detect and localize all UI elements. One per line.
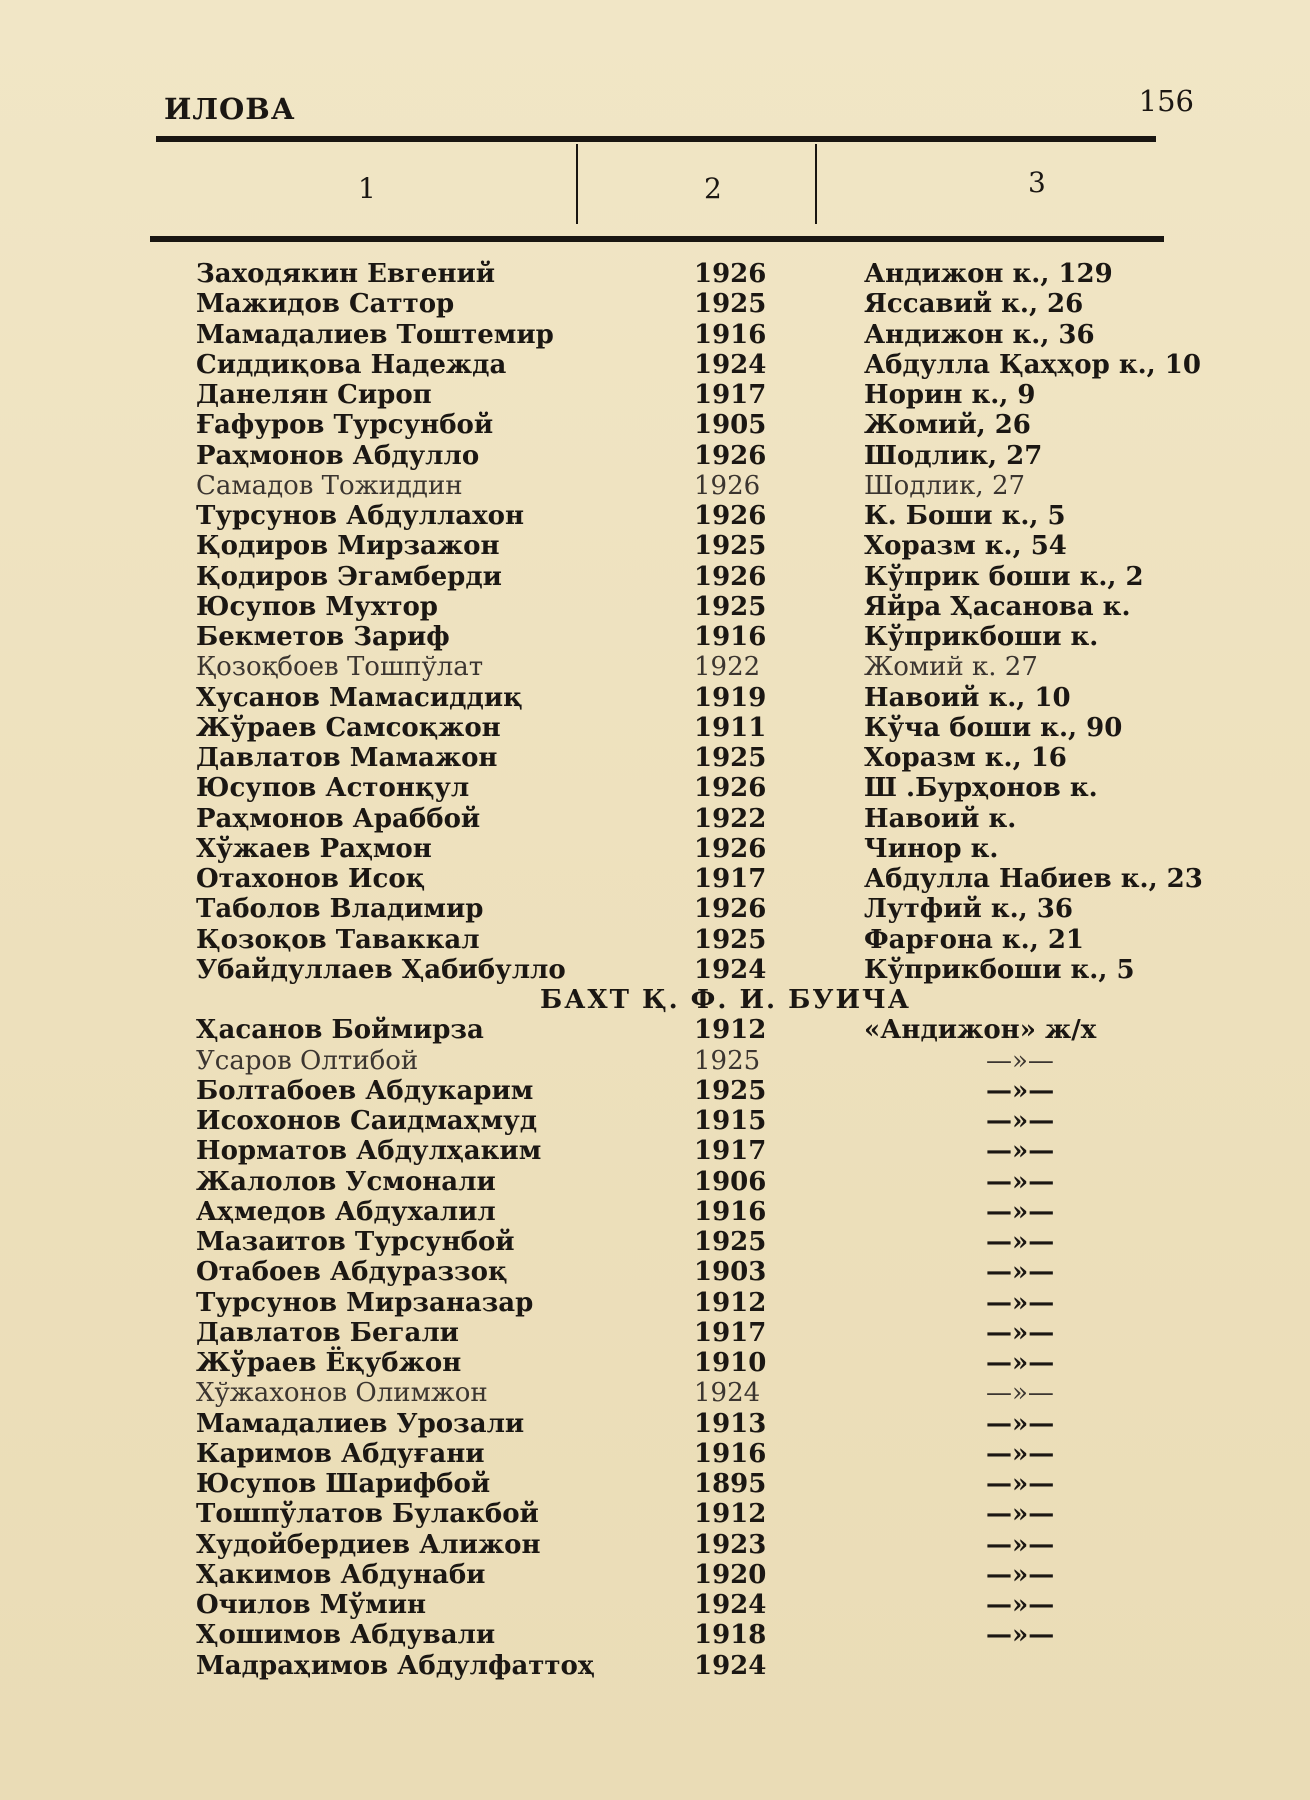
table-row xyxy=(0,1015,1310,1045)
person-name: Юсупов Астонқул xyxy=(196,773,470,804)
table-row xyxy=(0,441,1310,471)
address: —»— xyxy=(986,1590,1055,1620)
person-name: Юсупов Шарифбой xyxy=(196,1469,491,1499)
birth-year: 1918 xyxy=(694,1620,767,1651)
address: —»— xyxy=(986,1408,1055,1439)
address: —»— xyxy=(986,1559,1055,1590)
person-name: Юсупов Мухтор xyxy=(196,591,438,622)
birth-year: 1922 xyxy=(694,652,761,683)
running-title: ИЛОВА xyxy=(164,92,296,126)
address: Шодлик, 27 xyxy=(864,470,1026,501)
birth-year: 1905 xyxy=(694,410,767,441)
table-row xyxy=(0,1318,1310,1348)
address: —»— xyxy=(986,1378,1054,1409)
address: Хоразм к., 54 xyxy=(864,531,1067,562)
address: «Андижон» ж/х xyxy=(864,1015,1097,1046)
table-row xyxy=(0,683,1310,713)
address: —»— xyxy=(986,1045,1054,1076)
table-row xyxy=(0,1197,1310,1227)
table-row xyxy=(0,1136,1310,1166)
address: К. Боши к., 5 xyxy=(864,501,1066,531)
address: —»— xyxy=(986,1438,1055,1469)
table-row xyxy=(0,1620,1310,1650)
table-row xyxy=(0,804,1310,834)
table-row xyxy=(0,834,1310,864)
table-row xyxy=(0,592,1310,622)
birth-year: 1926 xyxy=(694,440,767,471)
column-header-2: 2 xyxy=(704,172,722,205)
address: —»— xyxy=(986,1166,1055,1197)
birth-year: 1903 xyxy=(694,1257,767,1288)
table-row xyxy=(0,531,1310,561)
section-heading: БАХТ Қ. Ф. И. БУИЧА xyxy=(540,985,911,1015)
address: —»— xyxy=(986,1287,1055,1318)
birth-year: 1895 xyxy=(694,1469,767,1499)
address: Абдулла Набиев к., 23 xyxy=(864,864,1203,894)
person-name: Жўраев Самсоқжон xyxy=(196,712,501,743)
person-name: Данелян Сироп xyxy=(196,380,432,410)
table-row xyxy=(0,1439,1310,1469)
birth-year: 1906 xyxy=(694,1166,767,1197)
address: —»— xyxy=(986,1075,1055,1106)
address: Кўприкбоши к., 5 xyxy=(864,954,1135,985)
birth-year: 1915 xyxy=(694,1106,767,1136)
address: Норин к., 9 xyxy=(864,380,1036,410)
birth-year: 1920 xyxy=(694,1559,767,1590)
column-divider xyxy=(815,144,817,224)
address: Фарғона к., 21 xyxy=(864,924,1085,955)
birth-year: 1916 xyxy=(694,1196,767,1227)
person-name: Қодиров Эгамберди xyxy=(196,561,502,592)
person-name: Норматов Абдулҳаким xyxy=(196,1136,542,1167)
table-row xyxy=(0,1469,1310,1499)
person-name: Ҳасанов Боймирза xyxy=(196,1015,484,1046)
person-name: Ғафуров Турсунбой xyxy=(196,410,494,441)
person-name: Мажидов Саттор xyxy=(196,289,455,320)
birth-year: 1917 xyxy=(694,1136,767,1167)
person-name: Самадов Тожиддин xyxy=(196,470,463,501)
table-row xyxy=(0,1227,1310,1257)
person-name: Хўжахонов Олимжон xyxy=(196,1378,488,1409)
person-name: Жўраев Ёқубжон xyxy=(196,1348,462,1378)
birth-year: 1912 xyxy=(694,1287,767,1318)
person-name: Турсунов Абдуллахон xyxy=(196,501,525,531)
table-row xyxy=(0,652,1310,682)
person-name: Раҳмонов Абдулло xyxy=(196,440,480,471)
person-name: Тошпўлатов Булакбой xyxy=(196,1499,539,1530)
address: —»— xyxy=(986,1469,1055,1499)
table-row xyxy=(0,1348,1310,1378)
table-row xyxy=(0,925,1310,955)
person-name: Очилов Мўмин xyxy=(196,1590,427,1620)
table-row xyxy=(0,1499,1310,1529)
address: —»— xyxy=(986,1620,1055,1651)
table-row xyxy=(0,1076,1310,1106)
person-name: Болтабоев Абдукарим xyxy=(196,1075,534,1106)
birth-year: 1923 xyxy=(694,1529,767,1560)
address: —»— xyxy=(986,1348,1055,1378)
table-row xyxy=(0,1651,1310,1681)
address: Жомий, 26 xyxy=(864,410,1031,441)
address: —»— xyxy=(986,1529,1055,1560)
address: Кўприкбоши к. xyxy=(864,622,1099,652)
birth-year: 1926 xyxy=(694,561,767,592)
table-row xyxy=(0,320,1310,350)
birth-year: 1916 xyxy=(694,1438,767,1469)
address: Абдулла Қаҳҳор к., 10 xyxy=(864,349,1201,380)
table-row xyxy=(0,1530,1310,1560)
page-number: 156 xyxy=(1138,84,1194,118)
table-row xyxy=(0,1560,1310,1590)
birth-year: 1925 xyxy=(694,1075,767,1106)
table-row xyxy=(0,1046,1310,1076)
column-header-1: 1 xyxy=(358,172,376,205)
person-name: Мазаитов Турсунбой xyxy=(196,1227,515,1257)
table-row xyxy=(0,894,1310,924)
address: Ш .Бурҳонов к. xyxy=(864,773,1098,804)
table-row xyxy=(0,1167,1310,1197)
table-row xyxy=(0,864,1310,894)
table-header-rule xyxy=(150,236,1164,242)
birth-year: 1925 xyxy=(694,743,767,773)
birth-year: 1917 xyxy=(694,380,767,410)
person-name: Худойбердиев Алижон xyxy=(196,1529,541,1560)
address: Андижон к., 36 xyxy=(864,319,1095,350)
address: Лутфий к., 36 xyxy=(864,894,1073,925)
person-name: Заходякин Евгений xyxy=(196,259,496,289)
birth-year: 1916 xyxy=(694,622,767,652)
address: —»— xyxy=(986,1106,1055,1136)
birth-year: 1910 xyxy=(694,1348,767,1378)
table-row xyxy=(0,773,1310,803)
birth-year: 1926 xyxy=(694,833,767,864)
birth-year: 1924 xyxy=(694,1590,767,1620)
birth-year: 1926 xyxy=(694,501,767,531)
address: —»— xyxy=(986,1499,1055,1530)
person-name: Қозоқов Таваккал xyxy=(196,924,480,955)
birth-year: 1919 xyxy=(694,682,767,713)
table-row xyxy=(0,1590,1310,1620)
birth-year: 1917 xyxy=(694,1317,767,1348)
person-name: Таболов Владимир xyxy=(196,894,484,925)
birth-year: 1922 xyxy=(694,803,767,834)
address: Навоий к. xyxy=(864,803,1017,834)
table-row xyxy=(0,259,1310,289)
person-name: Каримов Абдуғани xyxy=(196,1438,485,1469)
person-name: Отабоев Абдураззоқ xyxy=(196,1257,508,1288)
person-name: Жалолов Усмонали xyxy=(196,1166,496,1197)
person-name: Усаров Олтибой xyxy=(196,1045,419,1076)
birth-year: 1916 xyxy=(694,319,767,350)
birth-year: 1917 xyxy=(694,864,767,894)
birth-year: 1924 xyxy=(694,349,767,380)
address: Навоий к., 10 xyxy=(864,682,1071,713)
birth-year: 1912 xyxy=(694,1015,767,1046)
person-name: Мадраҳимов Абдулфаттоҳ xyxy=(196,1650,595,1681)
person-name: Бекметов Зариф xyxy=(196,622,450,652)
birth-year: 1924 xyxy=(694,954,767,985)
address: Яйра Ҳасанова к. xyxy=(864,591,1131,622)
table-row xyxy=(0,562,1310,592)
birth-year: 1925 xyxy=(694,289,767,320)
table-row xyxy=(0,471,1310,501)
address: —»— xyxy=(986,1136,1055,1167)
table-row xyxy=(0,1257,1310,1287)
table-row xyxy=(0,380,1310,410)
table-row xyxy=(0,410,1310,440)
table-row xyxy=(0,350,1310,380)
birth-year: 1925 xyxy=(694,1227,767,1257)
table-row xyxy=(0,501,1310,531)
birth-year: 1911 xyxy=(694,712,767,743)
table-row xyxy=(0,1106,1310,1136)
birth-year: 1926 xyxy=(694,773,767,804)
person-name: Турсунов Мирзаназар xyxy=(196,1287,534,1318)
table-row xyxy=(0,955,1310,985)
table-row xyxy=(0,289,1310,319)
person-name: Қозоқбоев Тошпўлат xyxy=(196,652,484,683)
birth-year: 1925 xyxy=(694,591,767,622)
table-body xyxy=(0,259,1310,1681)
person-name: Отахонов Исоқ xyxy=(196,864,426,894)
address: Шодлик, 27 xyxy=(864,440,1043,471)
birth-year: 1925 xyxy=(694,924,767,955)
column-divider xyxy=(576,144,578,224)
table-row xyxy=(0,1378,1310,1408)
table-row xyxy=(0,622,1310,652)
person-name: Хусанов Мамасиддиқ xyxy=(196,682,523,713)
birth-year: 1924 xyxy=(694,1650,767,1681)
address: Хоразм к., 16 xyxy=(864,743,1067,773)
person-name: Исохонов Саидмаҳмуд xyxy=(196,1106,538,1136)
person-name: Аҳмедов Абдухалил xyxy=(196,1196,496,1227)
person-name: Ҳошимов Абдували xyxy=(196,1620,496,1651)
birth-year: 1924 xyxy=(694,1378,761,1409)
column-header-3: 3 xyxy=(1028,166,1046,199)
person-name: Давлатов Бегали xyxy=(196,1317,459,1348)
table-row xyxy=(0,1288,1310,1318)
address: Жомий к. 27 xyxy=(864,652,1038,683)
table-row xyxy=(0,743,1310,773)
birth-year: 1913 xyxy=(694,1408,767,1439)
table-top-rule xyxy=(156,136,1156,142)
address: —»— xyxy=(986,1227,1055,1257)
address: —»— xyxy=(986,1257,1055,1288)
person-name: Мамадалиев Тоштемир xyxy=(196,319,554,350)
birth-year: 1926 xyxy=(694,894,767,925)
address: —»— xyxy=(986,1317,1055,1348)
table-row xyxy=(0,713,1310,743)
birth-year: 1926 xyxy=(694,470,761,501)
person-name: Убайдуллаев Ҳабибулло xyxy=(196,954,566,985)
birth-year: 1925 xyxy=(694,1045,761,1076)
birth-year: 1925 xyxy=(694,531,767,562)
birth-year: 1912 xyxy=(694,1499,767,1530)
person-name: Раҳмонов Араббой xyxy=(196,803,481,834)
person-name: Давлатов Мамажон xyxy=(196,743,498,773)
address: —»— xyxy=(986,1196,1055,1227)
table-row xyxy=(0,1409,1310,1439)
address: Кўприк боши к., 2 xyxy=(864,561,1144,592)
person-name: Сиддиқова Надежда xyxy=(196,349,507,380)
person-name: Ҳакимов Абдунаби xyxy=(196,1559,486,1590)
birth-year: 1926 xyxy=(694,259,767,289)
person-name: Мамадалиев Урозали xyxy=(196,1408,525,1439)
person-name: Қодиров Мирзажон xyxy=(196,531,500,562)
address: Яссавий к., 26 xyxy=(864,289,1084,320)
address: Чинор к. xyxy=(864,833,999,864)
address: Кўча боши к., 90 xyxy=(864,712,1123,743)
address: Андижон к., 129 xyxy=(864,259,1113,289)
person-name: Хўжаев Раҳмон xyxy=(196,833,432,864)
